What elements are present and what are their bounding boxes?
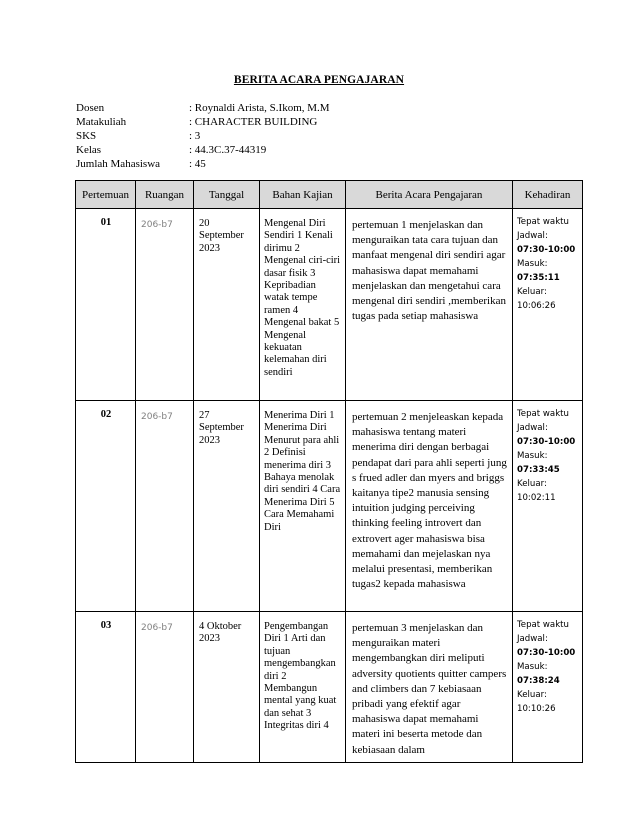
cell-ruangan: 206-b7 [136, 612, 194, 763]
header-pertemuan: Pertemuan [76, 181, 136, 209]
cell-kehadiran [513, 401, 583, 612]
check-in-time: 07:35:11 [517, 273, 560, 283]
course-info [76, 101, 330, 171]
check-in-time: 07:33:45 [517, 465, 560, 475]
check-out-time: 10:10:26 [517, 704, 556, 714]
check-out-time: 10:06:26 [517, 301, 556, 311]
schedule-time: 07:30-10:00 [517, 245, 576, 255]
info-value: : 3 [189, 130, 201, 142]
check-out-label: Keluar: [517, 287, 547, 297]
info-value: : CHARACTER BUILDING [189, 116, 318, 128]
cell-pertemuan: 03 [76, 612, 136, 763]
check-in-label: Masuk: [517, 662, 548, 672]
cell-bahan-kajian: Pengembangan Diri 1 Arti dan tujuan mengembangkan diri 2 Membangun mental yang kuat dan sehat 3 Integritas diri 4 [260, 612, 346, 763]
cell-ruangan: 206-b7 [136, 401, 194, 612]
table-row [76, 612, 583, 763]
info-label: Kelas [76, 144, 102, 156]
table-row [76, 209, 583, 401]
schedule-label: Jadwal: [517, 634, 548, 644]
check-out-time: 10:02:11 [517, 493, 556, 503]
cell-kehadiran [513, 612, 583, 763]
check-in-time: 07:38:24 [517, 676, 560, 686]
attendance-status: Tepat waktu [517, 409, 569, 419]
cell-bahan-kajian: Mengenal Diri Sendiri 1 Kenali dirimu 2 Mengenal ciri-ciri dasar fisik 3 Kepribadian watak tempe ramen 4 Mengenal bakat 5 Mengenal kekuatan kelemahan diri sendiri [260, 209, 346, 401]
schedule-label: Jadwal: [517, 423, 548, 433]
header-tanggal: Tanggal [194, 181, 260, 209]
info-row-dosen [76, 101, 330, 115]
check-in-label: Masuk: [517, 451, 548, 461]
schedule-time: 07:30-10:00 [517, 648, 576, 658]
table-header-row [76, 181, 583, 209]
cell-tanggal: 20 September 2023 [194, 209, 260, 401]
info-label: SKS [76, 130, 97, 142]
cell-bahan-kajian: Menerima Diri 1 Menerima Diri Menurut para ahli 2 Definisi menerima diri 3 Bahaya menolak diri sendiri 4 Cara Menerima Diri 5 Cara Memahami Diri [260, 401, 346, 612]
table-row [76, 401, 583, 612]
teaching-record-table [75, 180, 583, 763]
schedule-label: Jadwal: [517, 231, 548, 241]
cell-pertemuan: 02 [76, 401, 136, 612]
info-label: Dosen [76, 102, 105, 114]
cell-berita-acara: pertemuan 1 menjelaskan dan menguraikan tata cara tujuan dan manfaat mengenal diri sendiri agar mahasiswa dapat memahami menjelaskan dan mengetahui cara mengenal diri sendiri ,memberikan tugas pada setiap mahasiswa [346, 209, 513, 401]
header-berita-acara: Berita Acara Pengajaran [346, 181, 513, 209]
cell-kehadiran [513, 209, 583, 401]
info-label: Matakuliah [76, 116, 127, 128]
header-ruangan: Ruangan [136, 181, 194, 209]
check-out-label: Keluar: [517, 479, 547, 489]
info-value: : 45 [189, 158, 206, 170]
header-kehadiran: Kehadiran [513, 181, 583, 209]
cell-tanggal: 27 September 2023 [194, 401, 260, 612]
info-value: : 44.3C.37-44319 [189, 144, 267, 156]
info-row-sks [76, 129, 330, 143]
check-out-label: Keluar: [517, 690, 547, 700]
cell-pertemuan: 01 [76, 209, 136, 401]
header-bahan-kajian: Bahan Kajian [260, 181, 346, 209]
schedule-time: 07:30-10:00 [517, 437, 576, 447]
cell-berita-acara: pertemuan 2 menjeleaskan kepada mahasiswa tentang materi menerima diri dengan berbagai pendapat dari para ahli seperti jung s frued adler dan myers and briggs kaitanya tipe2 manusia sensing intuition judging perceiving thinking feeling introvert dan extrovert ager mahasiswa bisa memahami dan mejelaskan nya melalui presentasi, memberikan tugas2 kepada mahasiswa [346, 401, 513, 612]
info-label: Jumlah Mahasiswa [76, 158, 161, 170]
cell-ruangan: 206-b7 [136, 209, 194, 401]
info-row-jumlah-mahasiswa [76, 157, 330, 171]
document-title: BERITA ACARA PENGAJARAN [233, 74, 405, 86]
info-row-matakuliah [76, 115, 330, 129]
check-in-label: Masuk: [517, 259, 548, 269]
info-value: : Roynaldi Arista, S.Ikom, M.M [189, 102, 330, 114]
attendance-status: Tepat waktu [517, 217, 569, 227]
info-row-kelas [76, 143, 330, 157]
attendance-status: Tepat waktu [517, 620, 569, 630]
cell-tanggal: 4 Oktober 2023 [194, 612, 260, 763]
cell-berita-acara: pertemuan 3 menjelaskan dan menguraikan materi mengembangkan diri meliputi adversity quotients quitter campers and climbers dan 7 kebiasaan pribadi yang efektif agar mahasiswa dapat memahami materi ini beserta metode dan kebiasaan dalam [346, 612, 513, 763]
